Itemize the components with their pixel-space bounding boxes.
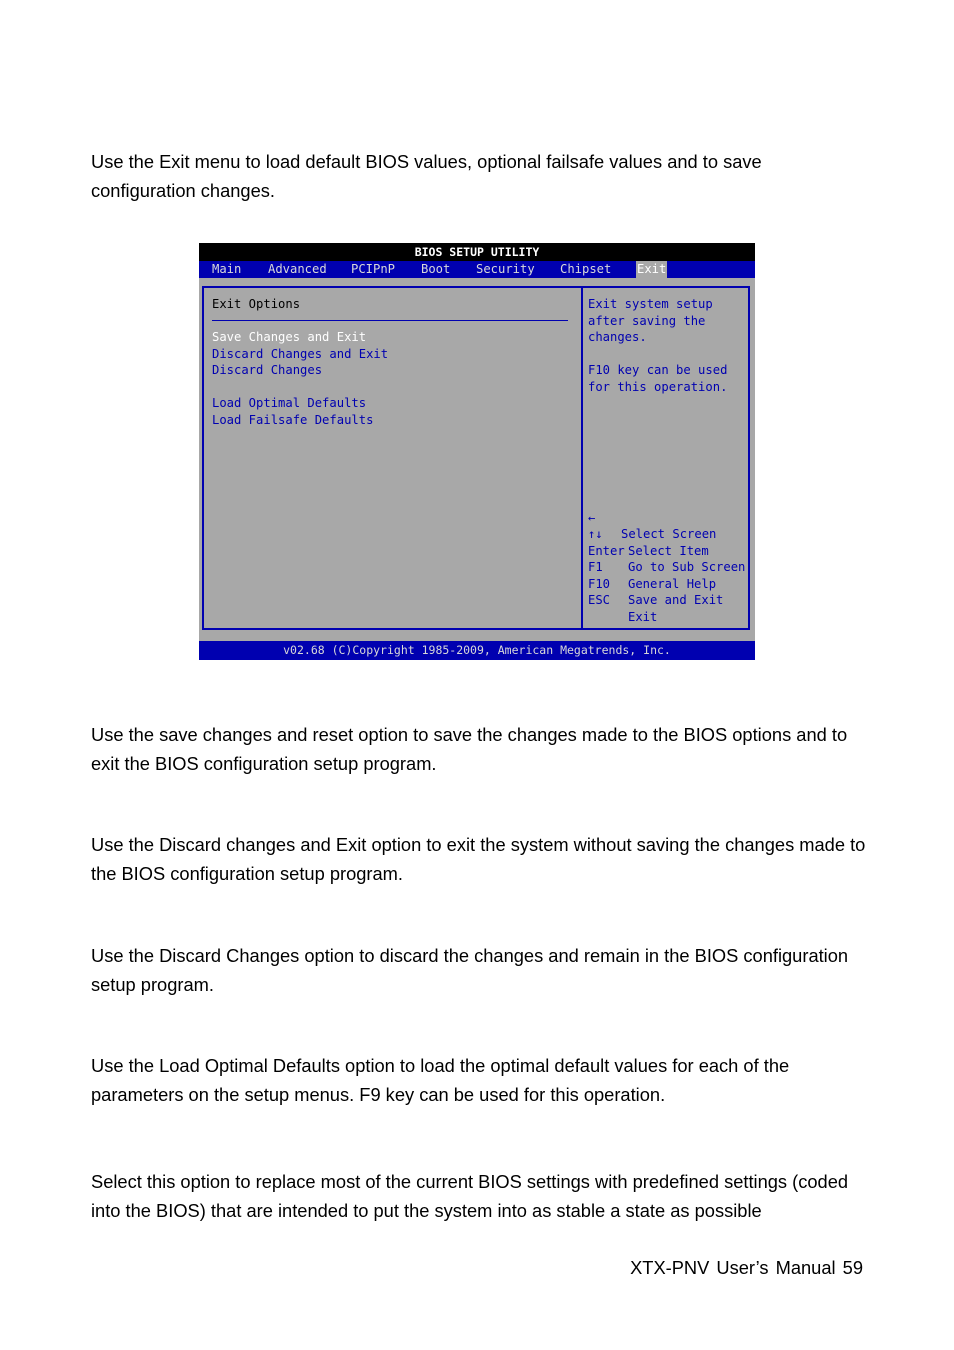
key-row bbox=[588, 576, 658, 624]
key-desc: Save and Exit bbox=[628, 593, 724, 607]
menu-tab-boot[interactable]: Boot bbox=[421, 262, 451, 276]
key-label: Enter bbox=[588, 543, 625, 558]
menu-tab-advanced[interactable]: Advanced bbox=[268, 262, 327, 276]
help-line: F10 key can be used bbox=[588, 363, 728, 377]
menu-tab-exit[interactable]: Exit bbox=[637, 262, 667, 276]
key-label: F1 bbox=[588, 560, 603, 574]
paragraph-save-changes: Use the save changes and reset option to save the changes made to the BIOS options and to exit the BIOS configuration setup program. bbox=[91, 724, 848, 774]
menu-tab-pcipnp[interactable]: PCIPnP bbox=[351, 262, 396, 276]
pane-title: Exit Options bbox=[212, 297, 301, 311]
key-label: ESC bbox=[588, 593, 611, 607]
help-line: for this operation. bbox=[588, 379, 728, 394]
paragraph-load-optimal: Use the Load Optimal Defaults option to load the optimal default values for each of the parameters on the setup menus. F9 key can be used for this operation. bbox=[91, 1055, 790, 1105]
bios-status-bar: v02.68 (C)Copyright 1985-2009, American Megatrends, Inc. bbox=[199, 641, 755, 660]
help-line: Exit system setup bbox=[588, 297, 713, 311]
option-discard-changes[interactable]: Discard Changes bbox=[212, 363, 323, 377]
option-load-optimal-defaults[interactable]: Load Optimal Defaults bbox=[212, 396, 367, 410]
help-line: changes. bbox=[588, 330, 647, 344]
option-discard-changes-and-exit[interactable]: Discard Changes and Exit bbox=[212, 346, 389, 361]
paragraph-discard-changes: Use the Discard Changes option to discard the changes and remain in the BIOS configuration setup program. bbox=[91, 945, 849, 995]
intro-paragraph: Use the Exit menu to load default BIOS values, optional failsafe values and to save configuration changes. bbox=[91, 151, 762, 201]
key-desc: Select Item bbox=[628, 543, 709, 558]
paragraph-load-failsafe: Select this option to replace most of the current BIOS settings with predefined settings (coded into the BIOS) that are intended to put the system into as stable a state as possible bbox=[91, 1171, 849, 1221]
bios-main-frame bbox=[202, 286, 750, 630]
bios-screenshot bbox=[199, 243, 755, 660]
key-desc: General Help bbox=[628, 576, 717, 591]
title-underline bbox=[212, 320, 568, 321]
key-label: F10 bbox=[588, 576, 611, 591]
pane-divider bbox=[581, 288, 583, 628]
left-arrow-icon: ← bbox=[588, 510, 596, 525]
bios-menu-bar bbox=[199, 261, 755, 278]
key-desc: Go to Sub Screen bbox=[628, 560, 746, 574]
menu-tab-main[interactable]: Main bbox=[212, 262, 242, 276]
paragraph-discard-and-exit: Use the Discard changes and Exit option to exit the system without saving the changes made to the BIOS configuration setup program. bbox=[91, 834, 866, 884]
menu-tab-security[interactable]: Security bbox=[476, 262, 535, 276]
bios-title: BIOS SETUP UTILITY bbox=[199, 243, 755, 261]
key-row bbox=[588, 493, 717, 541]
help-line: after saving the bbox=[588, 313, 706, 328]
option-load-failsafe-defaults[interactable]: Load Failsafe Defaults bbox=[212, 412, 374, 427]
key-desc: Select Screen bbox=[621, 527, 717, 541]
menu-tab-chipset[interactable]: Chipset bbox=[560, 262, 612, 276]
key-desc: Exit bbox=[628, 609, 658, 624]
page-footer: XTX-PNV User’s Manual 59 bbox=[630, 1257, 863, 1278]
key-legend bbox=[588, 493, 746, 624]
option-save-changes-and-exit[interactable]: Save Changes and Exit bbox=[212, 330, 367, 344]
up-down-arrow-icon: ↑↓ bbox=[588, 527, 603, 541]
